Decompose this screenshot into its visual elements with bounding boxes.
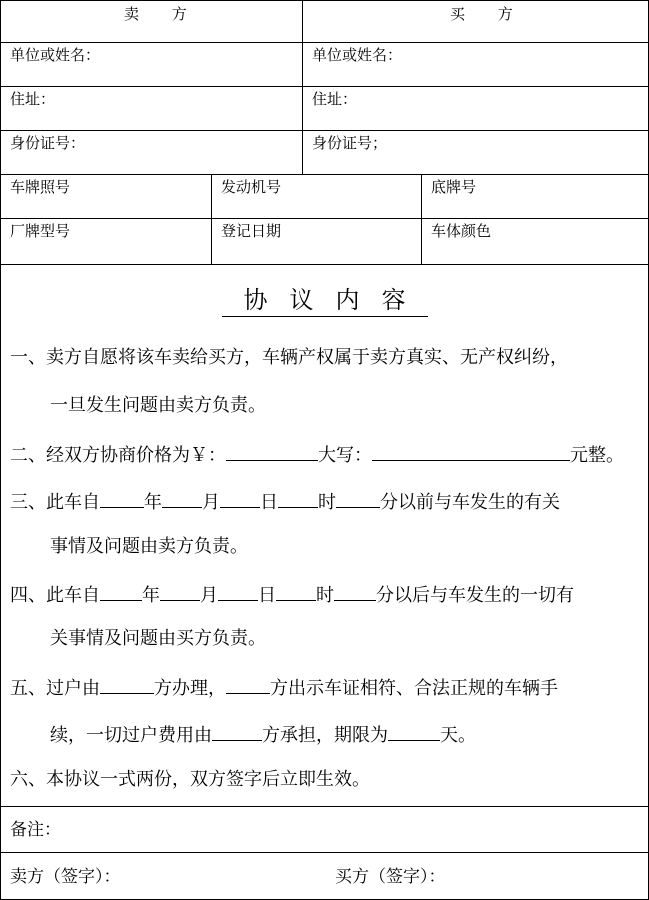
divider [0, 86, 649, 87]
clause-2-suffix: 元整。 [570, 445, 624, 466]
column-divider [421, 174, 422, 264]
column-divider [302, 0, 303, 174]
month-blank [162, 489, 202, 508]
clause-3-line-2: 事情及问题由卖方负责。 [50, 536, 248, 557]
seller-name-field: 单位或姓名： [10, 46, 101, 64]
clause-4-line-2: 关事情及问题由买方负责。 [50, 628, 266, 649]
buyer-name-field: 单位或姓名： [312, 46, 403, 64]
day-label: 日 [258, 585, 276, 606]
year-label: 年 [142, 585, 160, 606]
clause-4-line-1 [10, 582, 574, 607]
transfer-party-blank [100, 675, 154, 694]
buyer-signature-label: 买方（签字）： [335, 867, 446, 887]
clause-2-words-label: 大写： [318, 445, 372, 466]
hour-label: 时 [316, 585, 334, 606]
clause-4-prefix: 四、此车自 [10, 585, 100, 606]
body-color-field: 车体颜色 [431, 222, 492, 240]
month-blank [160, 582, 200, 601]
month-label: 月 [202, 492, 220, 513]
clause-3-suffix: 分以前与车发生的有关 [380, 492, 560, 513]
clause-5-prefix: 五、过户由 [10, 678, 100, 699]
clause-5-suffix: 天。 [440, 725, 476, 746]
engine-number-field: 发动机号 [221, 178, 282, 196]
year-blank [100, 489, 144, 508]
seller-id-field: 身份证号： [10, 134, 86, 152]
clause-6: 六、本协议一式两份，双方签字后立即生效。 [10, 769, 370, 790]
buyer-header: 买 方 [450, 5, 527, 23]
hour-blank [276, 582, 316, 601]
chassis-number-field: 底牌号 [431, 178, 477, 196]
divider [0, 174, 649, 175]
border-top [0, 0, 649, 1]
seller-address-field: 住址： [10, 90, 56, 108]
agreement-title-text: 协议内容 [222, 284, 428, 317]
clause-3-prefix: 三、此车自 [10, 492, 100, 513]
seller-signature-label: 卖方（签字）： [10, 867, 121, 887]
divider [0, 42, 649, 43]
buyer-id-field: 身份证号； [312, 134, 388, 152]
year-label: 年 [144, 492, 162, 513]
day-label: 日 [260, 492, 278, 513]
registration-date-field: 登记日期 [221, 222, 282, 240]
price-figure-blank [226, 442, 318, 461]
divider [0, 806, 649, 807]
clause-2 [10, 442, 624, 467]
day-blank [220, 489, 260, 508]
divider [0, 130, 649, 131]
clause-3-line-1 [10, 489, 560, 514]
plate-number-field: 车牌照号 [10, 178, 71, 196]
brand-model-field: 厂牌型号 [10, 222, 71, 240]
clause-1-line-1: 一、卖方自愿将该车卖给买方，车辆产权属于卖方真实、无产权纠纷， [10, 347, 568, 368]
seller-header: 卖 方 [124, 5, 201, 23]
clause-5-middle: 方出示车证相符、合法正规的车辆手 [270, 678, 558, 699]
divider [0, 852, 649, 853]
clause-5-handle-label: 方办理 [154, 678, 208, 699]
fee-party-blank [212, 722, 262, 741]
minute-blank [336, 489, 380, 508]
remarks-label: 备注： [10, 820, 61, 840]
divider [0, 264, 649, 265]
clause-4-suffix: 分以后与车发生的一切有 [376, 585, 574, 606]
price-words-blank [372, 442, 570, 461]
clause-1-line-2: 一旦发生问题由卖方负责。 [50, 395, 266, 416]
day-blank [218, 582, 258, 601]
year-blank [100, 582, 142, 601]
clause-5-line-2 [50, 722, 476, 747]
buyer-address-field: 住址： [312, 90, 358, 108]
days-blank [388, 722, 440, 741]
clause-5-fees-label: 续，一切过户费用由 [50, 725, 212, 746]
document-party-blank [226, 675, 270, 694]
agreement-title [0, 284, 649, 317]
month-label: 月 [200, 585, 218, 606]
clause-5-deadline-label: 方承担，期限为 [262, 725, 388, 746]
clause-5-comma: ， [208, 678, 226, 699]
border-left [0, 0, 1, 900]
column-divider [211, 174, 212, 264]
minute-blank [334, 582, 376, 601]
hour-label: 时 [318, 492, 336, 513]
hour-blank [278, 489, 318, 508]
divider [0, 218, 649, 219]
clause-2-price-label: 二、经双方协商价格为￥： [10, 445, 226, 466]
clause-5-line-1 [10, 675, 558, 700]
